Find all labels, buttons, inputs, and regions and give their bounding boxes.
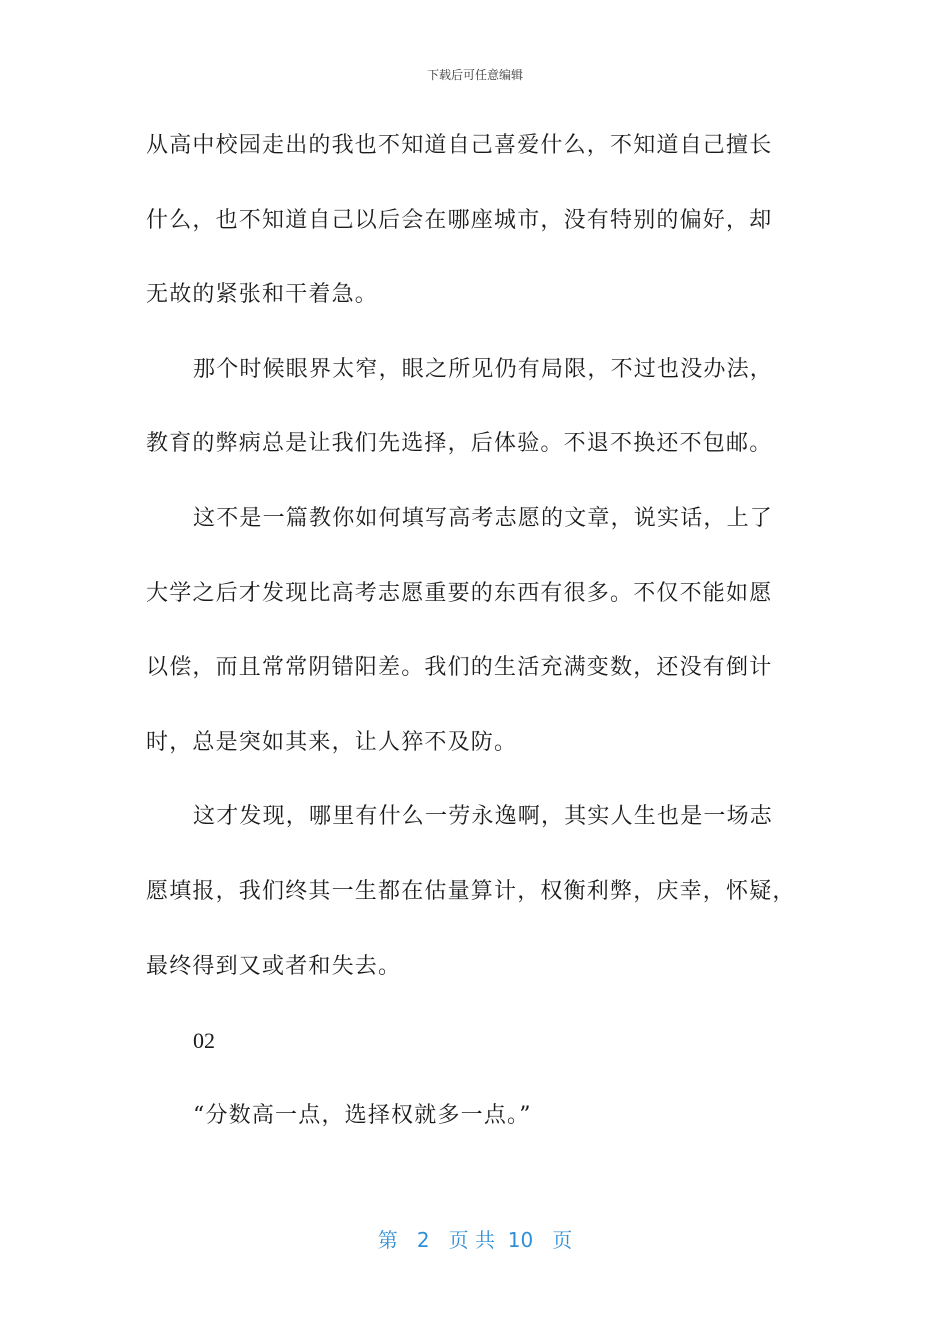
paragraph-line: 什么，也不知道自己以后会在哪座城市，没有特别的偏好，却: [146, 207, 773, 233]
paragraph-line: 大学之后才发现比高考志愿重要的东西有很多。不仅不能如愿: [146, 580, 773, 606]
paragraph-line: 从高中校园走出的我也不知道自己喜爱什么，不知道自己擅长: [146, 133, 773, 158]
page-footer: [0, 1224, 950, 1253]
footer-middle: 页 共: [448, 1228, 495, 1252]
paragraph-line: 以偿，而且常常阴错阳差。我们的生活充满变数，还没有倒计: [146, 655, 773, 681]
paragraph-line: 时，总是突如其来，让人猝不及防。: [146, 729, 518, 755]
paragraph-line: 最终得到又或者和失去。: [146, 953, 402, 979]
footer-current-page: 2: [416, 1228, 430, 1252]
paragraph-line: 愿填报，我们终其一生都在估量算计，权衡利弊，庆幸，怀疑，: [146, 878, 796, 904]
paragraph-line: 那个时候眼界太窄，眼之所见仍有局限，不过也没办法，: [193, 356, 774, 382]
paragraph-line: 教育的弊病总是让我们先选择，后体验。不退不换还不包邮。: [146, 431, 773, 457]
section-number: 02: [193, 1028, 215, 1054]
paragraph-line: 这不是一篇教你如何填写高考志愿的文章，说实话，上了: [193, 505, 774, 531]
document-body: [146, 114, 836, 1158]
paragraph-line: 无故的紧张和干着急。: [146, 282, 379, 308]
paragraph-line: 这才发现，哪里有什么一劳永逸啊，其实人生也是一场志: [193, 804, 774, 830]
footer-total-pages: 10: [507, 1228, 534, 1252]
footer-suffix: 页: [552, 1228, 573, 1252]
footer-prefix: 第: [377, 1228, 398, 1252]
page-header: 下载后可任意编辑: [426, 68, 523, 82]
quote-line: “分数高一点，选择权就多一点。”: [193, 1102, 532, 1128]
